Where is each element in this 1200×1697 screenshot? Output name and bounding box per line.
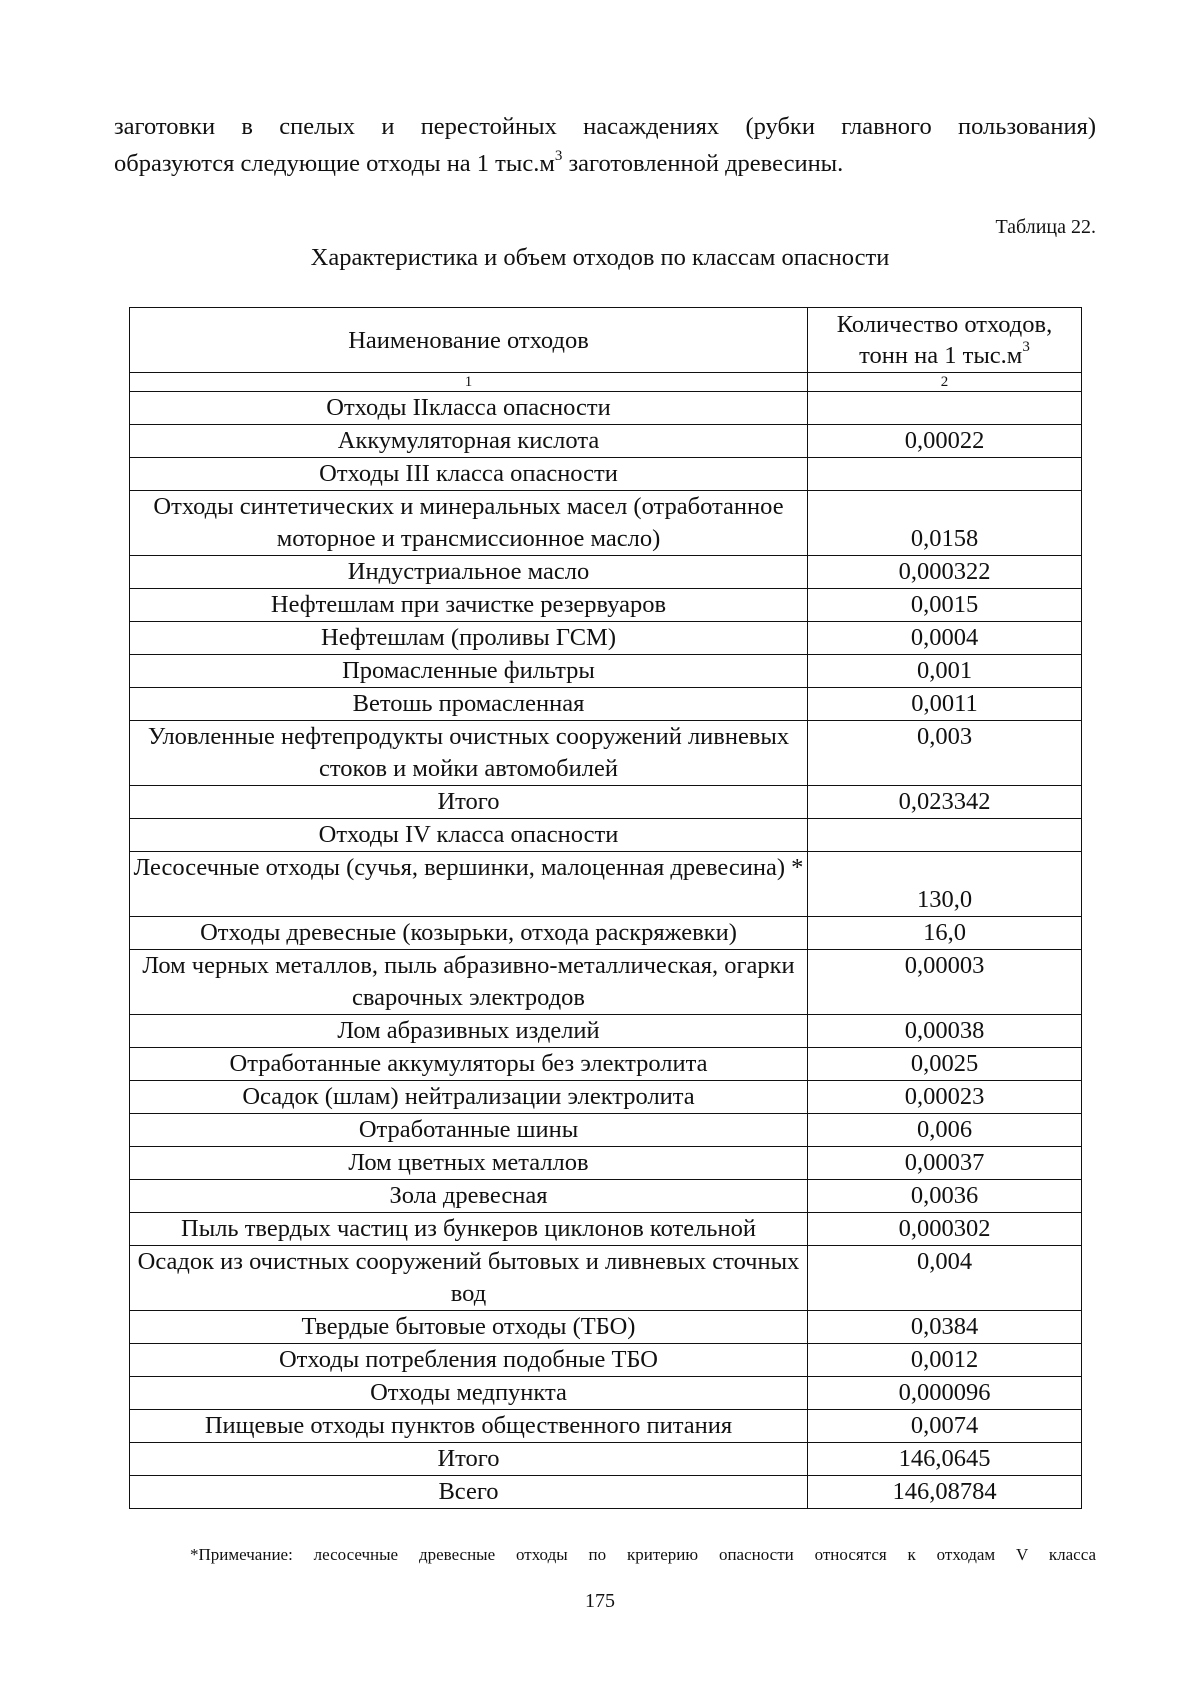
waste-name-cell: Лом абразивных изделий [130,1015,808,1048]
header-amount-line-2: тонн на 1 тыс.м [859,342,1023,369]
table-row [130,1443,1082,1476]
waste-name-cell: Отходы IV класса опасности [130,819,808,852]
table-row [130,1114,1082,1147]
waste-name-cell: Отходы IIкласса опасности [130,392,808,425]
table-row [130,1344,1082,1377]
table-row [130,458,1082,491]
waste-amount-cell: 0,0074 [808,1410,1082,1443]
waste-name-cell: Итого [130,1443,808,1476]
waste-amount-cell: 0,00023 [808,1081,1082,1114]
table-row [130,852,1082,917]
waste-name-cell: Отработанные шины [130,1114,808,1147]
waste-amount-cell: 0,0158 [808,491,1082,556]
table-row [130,1180,1082,1213]
footnote: *Примечание: лесосечные древесные отходы по критерию опасности относятся к отходам V класса [190,1545,1096,1564]
table-row [130,589,1082,622]
waste-amount-cell: 0,003 [808,721,1082,786]
table-row [130,1476,1082,1509]
header-amount-superscript: 3 [1022,338,1030,355]
intro-superscript: 3 [554,147,563,164]
table-row [130,622,1082,655]
intro-paragraph [114,108,1096,182]
table-row [130,1246,1082,1311]
table-row [130,1410,1082,1443]
waste-amount-cell: 0,00038 [808,1015,1082,1048]
waste-amount-cell: 0,000096 [808,1377,1082,1410]
table-row [130,655,1082,688]
waste-name-cell: Зола древесная [130,1180,808,1213]
table-row [130,721,1082,786]
table-header-row [130,308,1082,373]
waste-name-cell: Ветошь промасленная [130,688,808,721]
waste-name-cell: Лесосечные отходы (сучья, вершинки, малоценная древесина) * [130,852,808,917]
waste-amount-cell: 0,000302 [808,1213,1082,1246]
waste-name-cell: Пыль твердых частиц из бункеров циклонов котельной [130,1213,808,1246]
waste-amount-cell [808,458,1082,491]
waste-name-cell: Лом цветных металлов [130,1147,808,1180]
intro-line-2-text: образуются следующие отходы на 1 тыс.м [114,150,555,177]
waste-amount-cell: 16,0 [808,917,1082,950]
waste-amount-cell [808,819,1082,852]
waste-name-cell: Отходы III класса опасности [130,458,808,491]
table-row [130,688,1082,721]
waste-name-cell: Отходы потребления подобные ТБО [130,1344,808,1377]
table-row [130,786,1082,819]
table-row [130,1377,1082,1410]
table-index-row [130,373,1082,392]
waste-amount-cell: 0,0036 [808,1180,1082,1213]
waste-amount-cell: 0,001 [808,655,1082,688]
waste-name-cell: Пищевые отходы пунктов общественного питания [130,1410,808,1443]
waste-amount-cell: 0,0384 [808,1311,1082,1344]
waste-amount-cell: 0,0025 [808,1048,1082,1081]
waste-amount-cell: 0,0004 [808,622,1082,655]
waste-name-cell: Итого [130,786,808,819]
waste-amount-cell: 0,023342 [808,786,1082,819]
waste-name-cell: Всего [130,1476,808,1509]
page-number: 175 [585,1590,615,1612]
table-row [130,1311,1082,1344]
intro-line-2-end: заготовленной древесины. [562,150,844,177]
intro-line-2 [114,145,1096,182]
table-row [130,556,1082,589]
table-row [130,1048,1082,1081]
table-row [130,491,1082,556]
waste-table [129,307,1082,1509]
waste-amount-cell [808,392,1082,425]
waste-name-cell: Нефтешлам (проливы ГСМ) [130,622,808,655]
waste-amount-cell: 0,0015 [808,589,1082,622]
table-row [130,392,1082,425]
waste-amount-cell: 0,00022 [808,425,1082,458]
waste-name-cell: Отходы древесные (козырьки, отхода раскряжевки) [130,917,808,950]
waste-amount-cell: 0,0012 [808,1344,1082,1377]
waste-amount-cell: 146,0645 [808,1443,1082,1476]
waste-amount-cell: 0,0011 [808,688,1082,721]
table-row [130,950,1082,1015]
waste-name-cell: Уловленные нефтепродукты очистных сооружений ливневых стоков и мойки автомобилей [130,721,808,786]
waste-name-cell: Аккумуляторная кислота [130,425,808,458]
waste-name-cell: Твердые бытовые отходы (ТБО) [130,1311,808,1344]
index-col-1: 1 [130,373,808,392]
waste-amount-cell: 0,006 [808,1114,1082,1147]
table-row [130,819,1082,852]
table-title: Характеристика и объем отходов по классам опасности [310,244,890,271]
waste-name-cell: Отработанные аккумуляторы без электролита [130,1048,808,1081]
header-waste-amount [808,308,1082,373]
header-amount-line-1: Количество отходов, [836,311,1053,338]
waste-name-cell: Осадок из очистных сооружений бытовых и ливневых сточных вод [130,1246,808,1311]
table-row [130,1081,1082,1114]
waste-name-cell: Нефтешлам при зачистке резервуаров [130,589,808,622]
waste-name-cell: Лом черных металлов, пыль абразивно-металлическая, огарки сварочных электродов [130,950,808,1015]
waste-name-cell: Индустриальное масло [130,556,808,589]
waste-amount-cell: 0,00037 [808,1147,1082,1180]
waste-name-cell: Осадок (шлам) нейтрализации электролита [130,1081,808,1114]
table-row [130,1147,1082,1180]
waste-amount-cell: 146,08784 [808,1476,1082,1509]
waste-amount-cell: 0,000322 [808,556,1082,589]
waste-name-cell: Отходы медпункта [130,1377,808,1410]
table-row [130,1015,1082,1048]
header-waste-name: Наименование отходов [130,308,808,373]
waste-amount-cell: 0,00003 [808,950,1082,1015]
table-row [130,1213,1082,1246]
waste-name-cell: Отходы синтетических и минеральных масел (отработанное моторное и трансмиссионное масло) [130,491,808,556]
table-number: Таблица 22. [995,216,1096,238]
table-row [130,425,1082,458]
index-col-2: 2 [808,373,1082,392]
intro-line-1: заготовки в спелых и перестойных насаждениях (рубки главного пользования) [114,113,1096,140]
table-row [130,917,1082,950]
waste-name-cell: Промасленные фильтры [130,655,808,688]
waste-amount-cell: 0,004 [808,1246,1082,1311]
waste-amount-cell: 130,0 [808,852,1082,917]
